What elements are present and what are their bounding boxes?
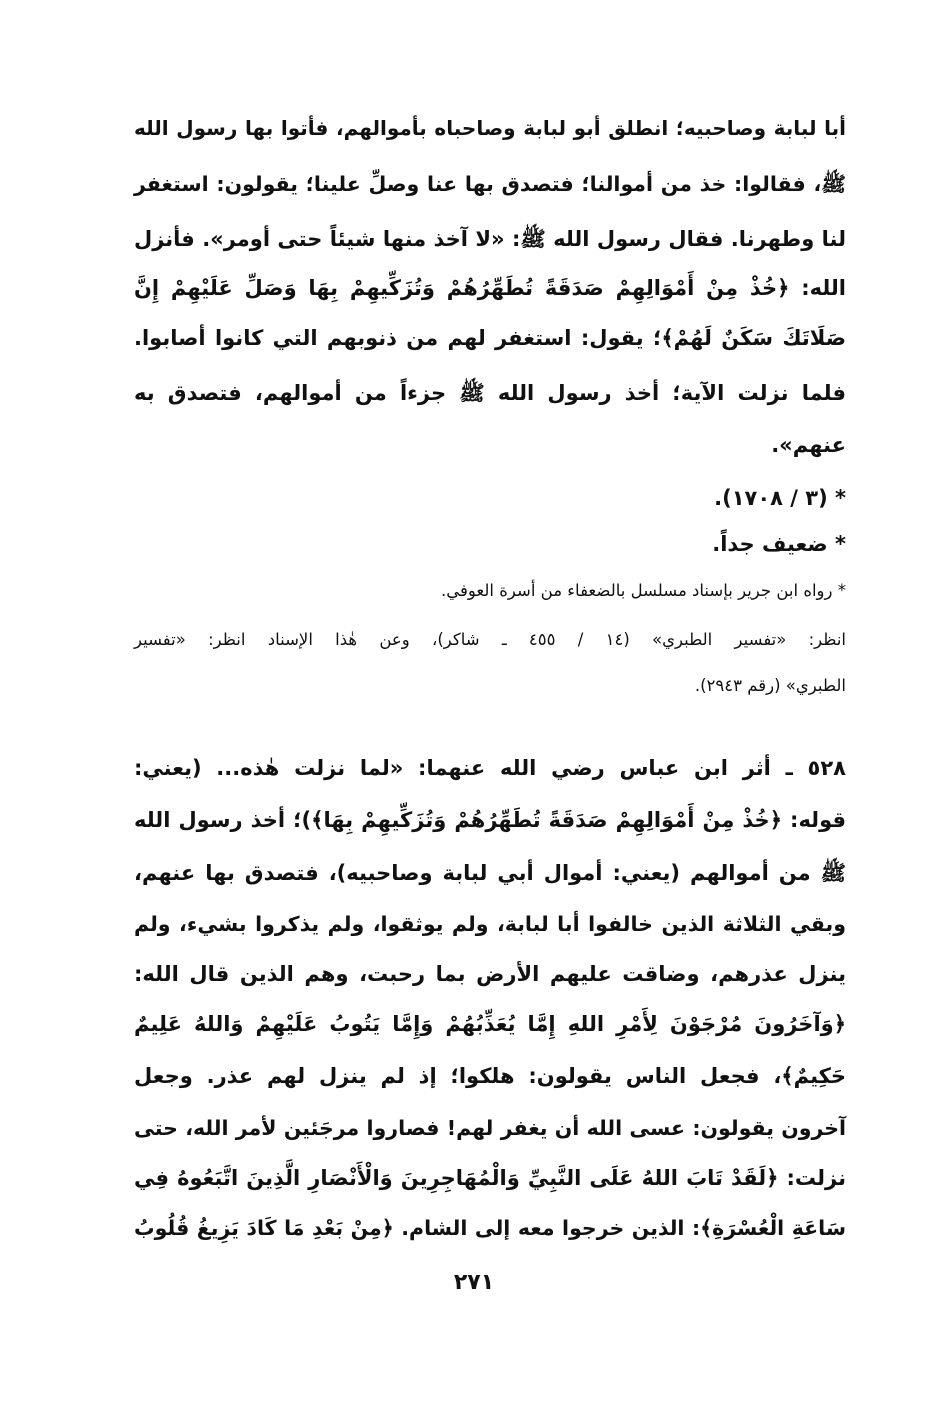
- text-line: آخرون يقولون: عسى الله أن يغفر لهم! فصاروا مرجَئين لأمر الله، حتى: [134, 1116, 846, 1140]
- page-number: ٢٧١: [453, 1270, 495, 1295]
- text-line: حَكِيمٌ﴾، فجعل الناس يقولون: هلكوا؛ إذ لم ينزل لهم عذر. وجعل: [134, 1064, 846, 1088]
- grading-note: * ضعيف جداً.: [712, 532, 846, 556]
- reference-note: * (٣ / ١٧٠٨).: [714, 486, 846, 510]
- text-line: ﷺ، فقالوا: خذ من أموالنا؛ فتصدق بها عنا وصلِّ علينا؛ يقولون: استغفر: [134, 172, 846, 196]
- source-note: الطبري» (رقم ٢٩٤٣).: [694, 676, 846, 695]
- text-line: لنا وطهرنا. فقال رسول الله ﷺ: «لا آخذ منها شيئاً حتى أومر». فأنزل: [134, 227, 846, 251]
- source-note: انظر: «تفسير الطبري» (١٤ / ٤٥٥ ـ شاكر)، وعن هٰذا الإسناد انظر: «تفسير: [134, 630, 846, 649]
- text-line: عنهم».: [771, 433, 846, 457]
- text-line: صَلَاتَكَ سَكَنٌ لَهُمْ﴾؛ يقول: استغفر لهم من ذنوبهم التي كانوا أصابوا.: [134, 326, 846, 350]
- quran-verse-line: سَاعَةِ الْعُسْرَةِ﴾: الذين خرجوا معه إلى الشام. ﴿مِنْ بَعْدِ مَا كَادَ يَزِيغُ قُلُوبُ: [134, 1216, 846, 1240]
- quran-verse-line: الله: ﴿خُذْ مِنْ أَمْوَالِهِمْ صَدَقَةً تُطَهِّرُهُمْ وَتُزَكِّيهِمْ بِهَا وَصَلِّ عَلَيْهِمْ إِنَّ: [134, 276, 846, 300]
- athar-heading-line: ٥٢٨ ـ أثر ابن عباس رضي الله عنهما: «لما نزلت هٰذه... (يعني:: [134, 756, 846, 780]
- text-line: ينزل عذرهم، وضاقت عليهم الأرض بما رحبت، وهم الذين قال الله:: [134, 962, 846, 986]
- text-line: فلما نزلت الآية؛ أخذ رسول الله ﷺ جزءاً من أموالهم، فتصدق به: [134, 381, 846, 405]
- quran-verse-line: نزلت: ﴿لَقَدْ تَابَ اللهُ عَلَى النَّبِيِّ وَالْمُهَاجِرِينَ وَالْأَنْصَارِ الَّذِينَ اتَّبَعُوهُ فِي: [134, 1166, 846, 1190]
- quran-verse-line: ﴿وَآخَرُونَ مُرْجَوْنَ لِأَمْرِ اللهِ إِمَّا يُعَذِّبُهُمْ وَإِمَّا يَتُوبُ عَلَيْهِمْ وَاللهُ عَلِيمٌ: [134, 1012, 846, 1036]
- text-line: ﷺ من أموالهم (يعني: أموال أبي لبابة وصاحبيه)، فتصدق بها عنهم،: [134, 861, 846, 885]
- text-line: قوله: ﴿خُذْ مِنْ أَمْوَالِهِمْ صَدَقَةً تُطَهِّرُهُمْ وَتُزَكِّيهِمْ بِهَا﴾)؛ أخذ رسول الله: [134, 808, 846, 832]
- text-line: وبقي الثلاثة الذين خالفوا أبا لبابة، ولم يوثقوا، ولم يذكروا بشيء، ولم: [134, 912, 846, 936]
- narration-note: * رواه ابن جرير بإسناد مسلسل بالضعفاء من أسرة العوفي.: [441, 581, 846, 600]
- text-line: أبا لبابة وصاحبيه؛ انطلق أبو لبابة وصاحباه بأموالهم، فأتوا بها رسول الله: [134, 116, 846, 140]
